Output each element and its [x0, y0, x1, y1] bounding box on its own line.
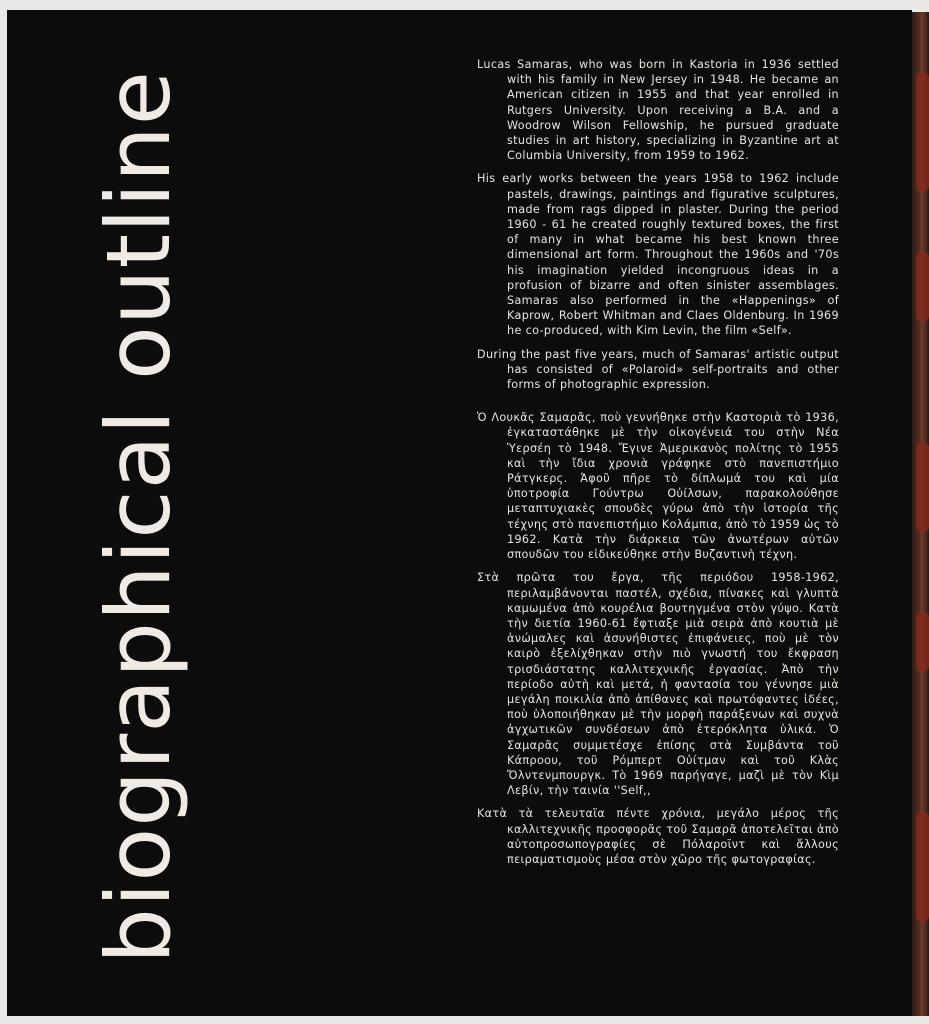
english-paragraph-recent-works: During the past five years, much of Samaras' artistic output has consisted of «Polaroid» self-portraits and other forms of photographic expression. [477, 347, 839, 392]
greek-paragraph-early-works: Στὰ πρῶτα του ἔργα, τῆς περιόδου 1958-1962, περιλαμβάνονται παστέλ, σχέδια, πίνακες καὶ γλυπτὰ καμωμένα ἀπὸ κουρέλια βουτηγμένα στὸν γύψο. Κατὰ τὴν διετία 1960-61 ἔφτιαξε μιὰ σειρὰ ἀπὸ κουτιὰ μὲ ἀνώμαλες καὶ ἀσυνήθιστες ἐπιφάνειες, ποὺ μὲ τὸν καιρὸ ἐξελίχθηκαν στὴν πιὸ γνωστή του ἔκφραση τρισδιάστατης καλλιτεχνικῆς ἐργασίας. Ἀπὸ τὴν περίοδο αὐτὴ καὶ μετά, ἡ φαντασία του γέννησε μιὰ μεγάλη ποικιλία ἀπὸ ἀπίθανες καὶ πρωτόφαντες ἰδέες, ποὺ ὑλοποιήθηκαν μὲ τὴν μορφὴ παράξενων καὶ συχνὰ ἀγχωτικῶν συνδέσεων ἀπὸ ἑτερόκλητα ὑλικά. Ὁ Σαμαρᾶς συμμετέσχε ἐπίσης στὰ Συμβάντα τοῦ Κάπροου, τοῦ Ρόμπερτ Οὐίτμαν καὶ τοῦ Κλὰς Ὄλντενμπουργκ. Τὸ 1969 παρήγαγε, μαζὶ μὲ τὸν Κὶμ Λεβίν, τὴν ταινία ''Self,, [477, 571, 839, 798]
greek-paragraph-recent-works: Κατὰ τὰ τελευταῖα πέντε χρόνια, μεγάλο μέρος τῆς καλλιτεχνικῆς προσφορᾶς τοῦ Σαμαρᾶ ἀποτελεῖται ἀπὸ αὐτοπροσωπογραφίες σὲ Πόλαροϊντ καὶ ἄλλους πειραματισμοὺς μέσα στὸν χῶρο τῆς φωτογραφίας. [477, 807, 839, 866]
biography-text-column [477, 57, 839, 875]
greek-paragraph-birth: Ὁ Λουκᾶς Σαμαρᾶς, ποὺ γεννήθηκε στὴν Καστοριὰ τὸ 1936, ἐγκαταστάθηκε μὲ τὴν οἰκογένειά του στὴν Νέα Ὑερσέη τὸ 1948. Ἔγινε Ἀμερικανὸς πολίτης τὸ 1955 καὶ τὴν ἴδια χρονιὰ γράφηκε στὸ πανεπιστήμιο Ράτγκερς. Ἀφοῦ πῆρε τὸ δίπλωμά του καὶ μία ὑποτροφία Γούντρω Οὐίλσων, παρακολούθησε μεταπτυχιακὲς σπουδὲς γύρω ἀπὸ τὴν ἱστορία τῆς τέχνης στὸ πανεπιστήμιο Κολάμπια, ἀπὸ τὸ 1959 ὡς τὸ 1962. Κατὰ τὴν διάρκεια τῶν ἀνωτέρων αὐτῶν σπουδῶν του εἰδικεύθηκε στὴν Βυζαντινὴ τέχνη. [477, 411, 839, 562]
booklet-spine-edge [912, 12, 929, 1016]
english-paragraph-birth: Lucas Samaras, who was born in Kastoria in 1936 settled with his family in New Jersey in 1948. He became an American citizen in 1955 and that year enrolled in Rutgers University. Upon receiving a B.A. and a Woodrow Wilson Fellowship, he pursued graduate studies in art history, specializing in Byzantine art at Columbia University, from 1959 to 1962. [477, 58, 839, 163]
page-title: biographical outline [87, 70, 190, 964]
english-paragraph-early-works: His early works between the years 1958 to 1962 include pastels, drawings, paintings and figurative sculptures, made from rags dipped in plaster. During the period 1960 - 61 he created roughly textured boxes, the first of many in what became his best known three dimensional art form. Throughout the 1960s and '70s his imagination yielded incongruous ideas in a profusion of bizarre and often sinister assemblages. Samaras also performed in the «Happenings» of Kaprow, Robert Whitman and Claes Oldenburg. In 1969 he co-produced, with Kim Levin, the film «Self». [477, 172, 839, 338]
title-container [74, 62, 204, 972]
